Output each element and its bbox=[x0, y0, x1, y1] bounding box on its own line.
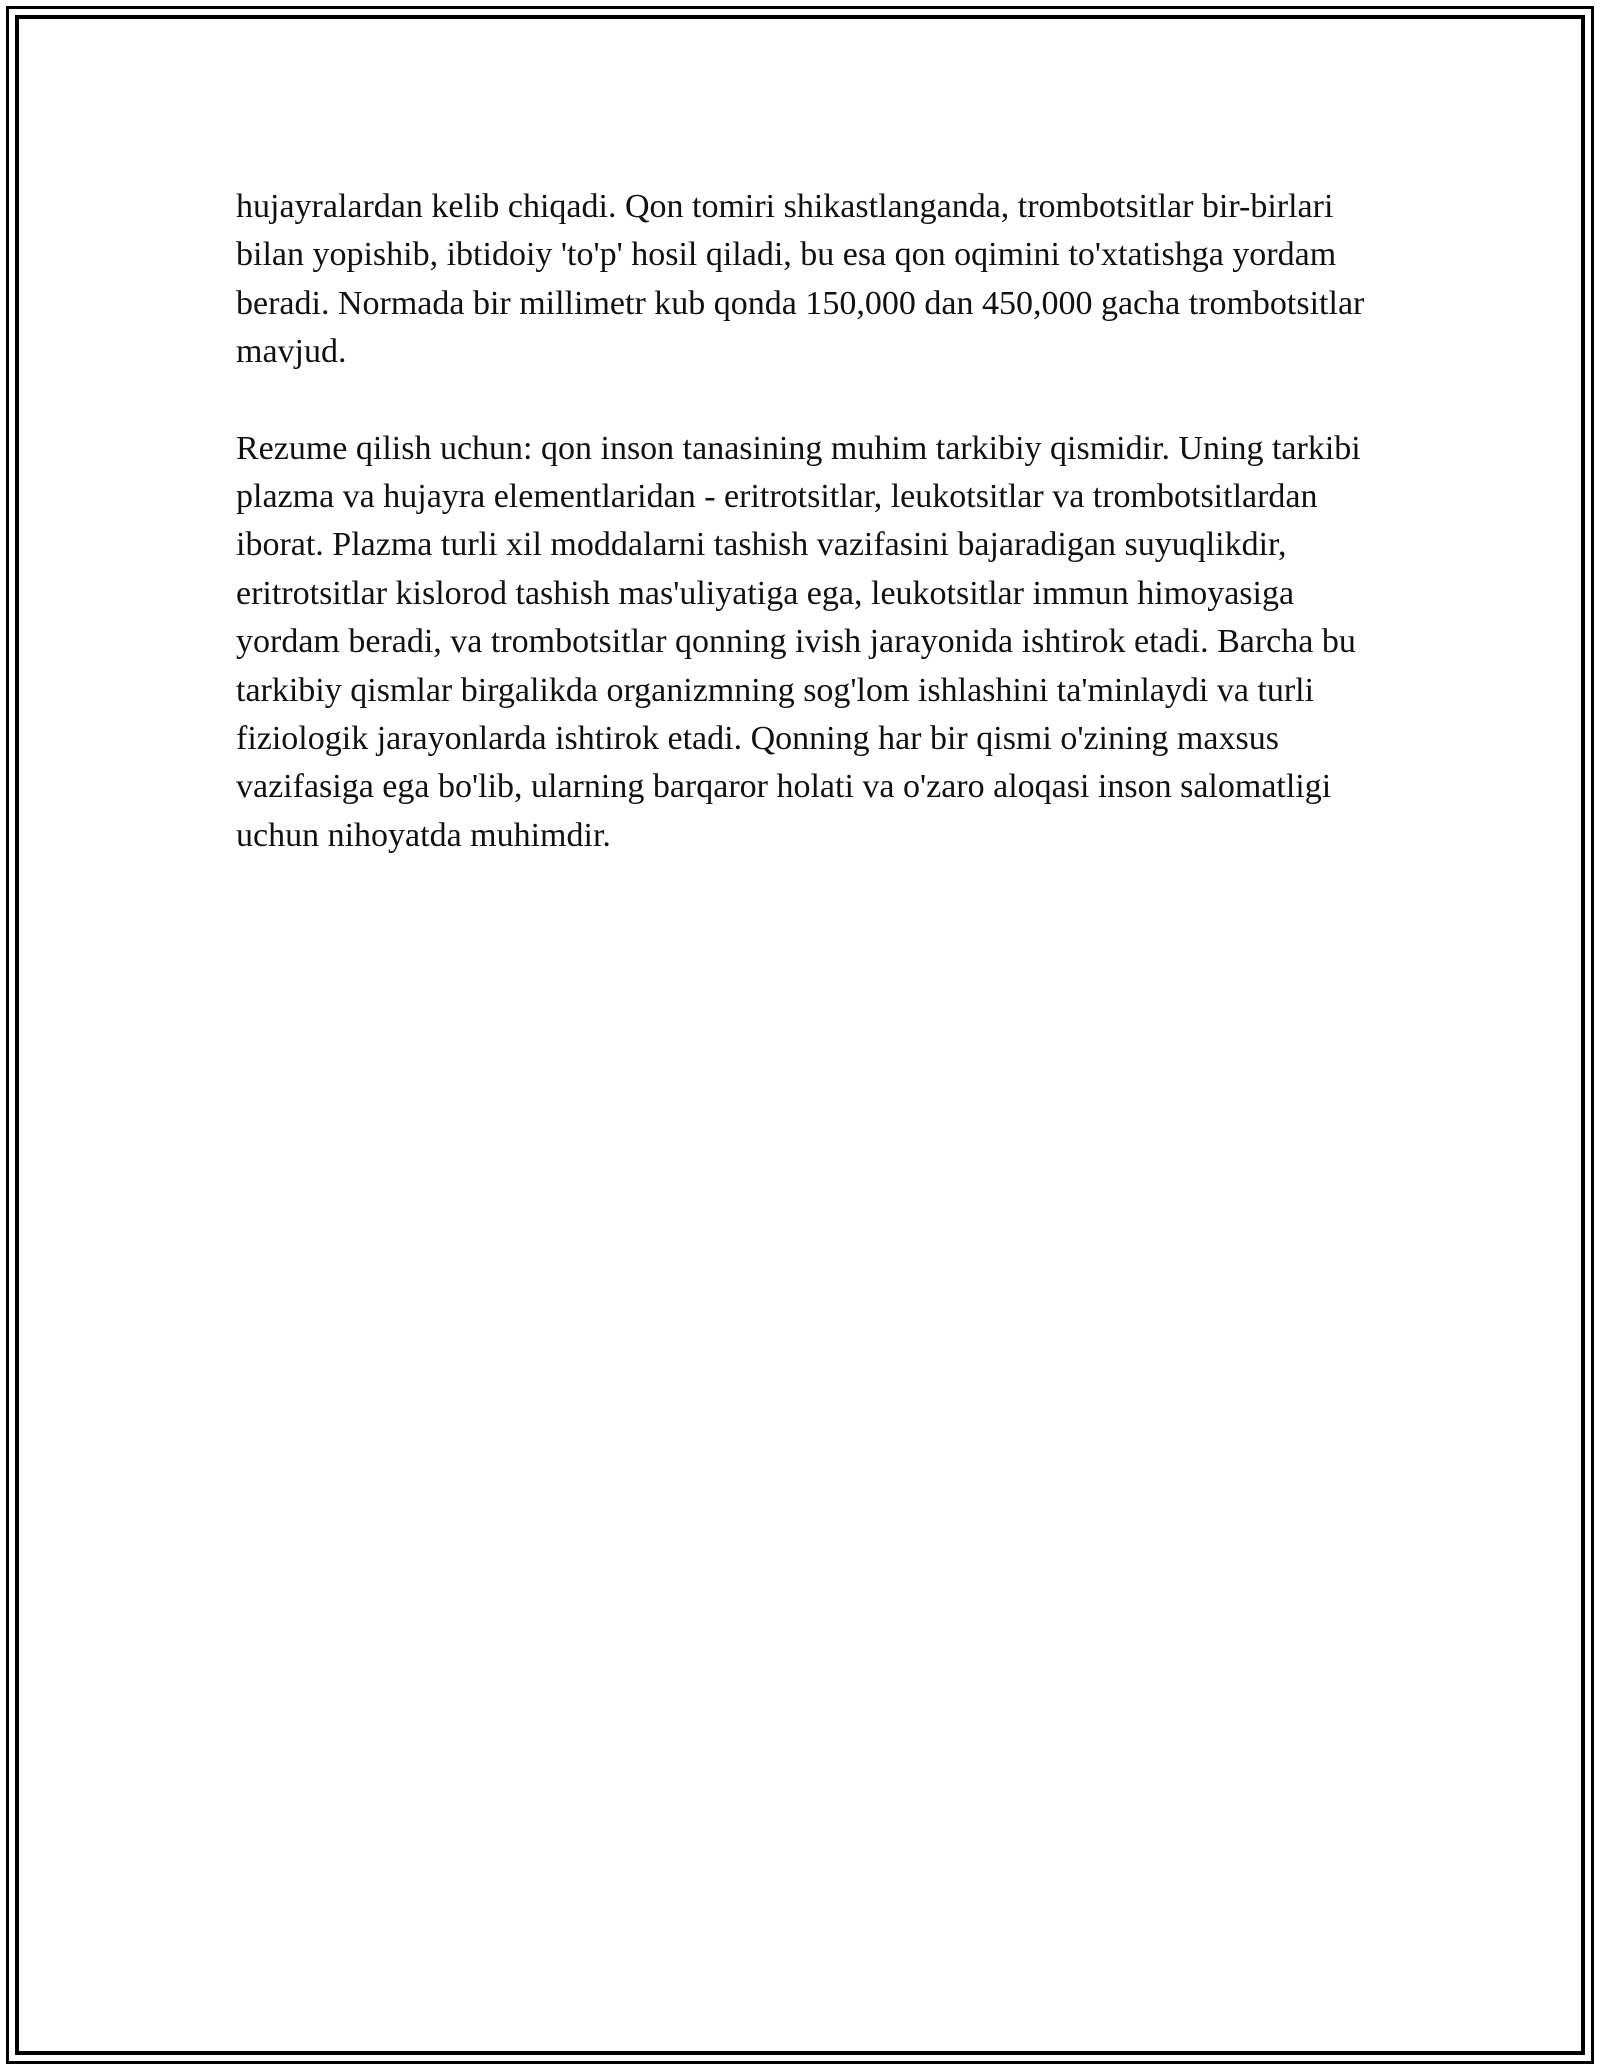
document-body bbox=[236, 183, 1366, 908]
paragraph-summary: Rezume qilish uchun: qon inson tanasining muhim tarkibiy qismidir. Uning tarkibi plazma va hujayra elementlaridan - eritrotsitlar, leukotsitlar va trombotsitlardan iborat. Plazma turli xil moddalarni tashish vazifasini bajaradigan suyuqlikdir, eritrotsitlar kislorod tashish mas'uliyatiga ega, leukotsitlar immun himoyasiga yordam beradi, va trombotsitlar qonning ivish jarayonida ishtirok etadi. Barcha bu tarkibiy qismlar birgalikda organizmning sog'lom ishlashini ta'minlaydi va turli fiziologik jarayonlarda ishtirok etadi. Qonning har bir qismi o'zining maxsus vazifasiga ega bo'lib, ularning barqaror holati va o'zaro aloqasi inson salomatligi uchun nihoyatda muhimdir. bbox=[236, 429, 1361, 854]
paragraph-platelets: hujayralardan kelib chiqadi. Qon tomiri shikastlanganda, trombotsitlar bir-birlari bilan yopishib, ibtidoiy 'to'p' hosil qiladi, bu esa qon oqimini to'xtatishga yordam beradi. Normada bir millimetr kub qonda 150,000 dan 450,000 gacha trombotsitlar mavjud. bbox=[236, 188, 1365, 371]
